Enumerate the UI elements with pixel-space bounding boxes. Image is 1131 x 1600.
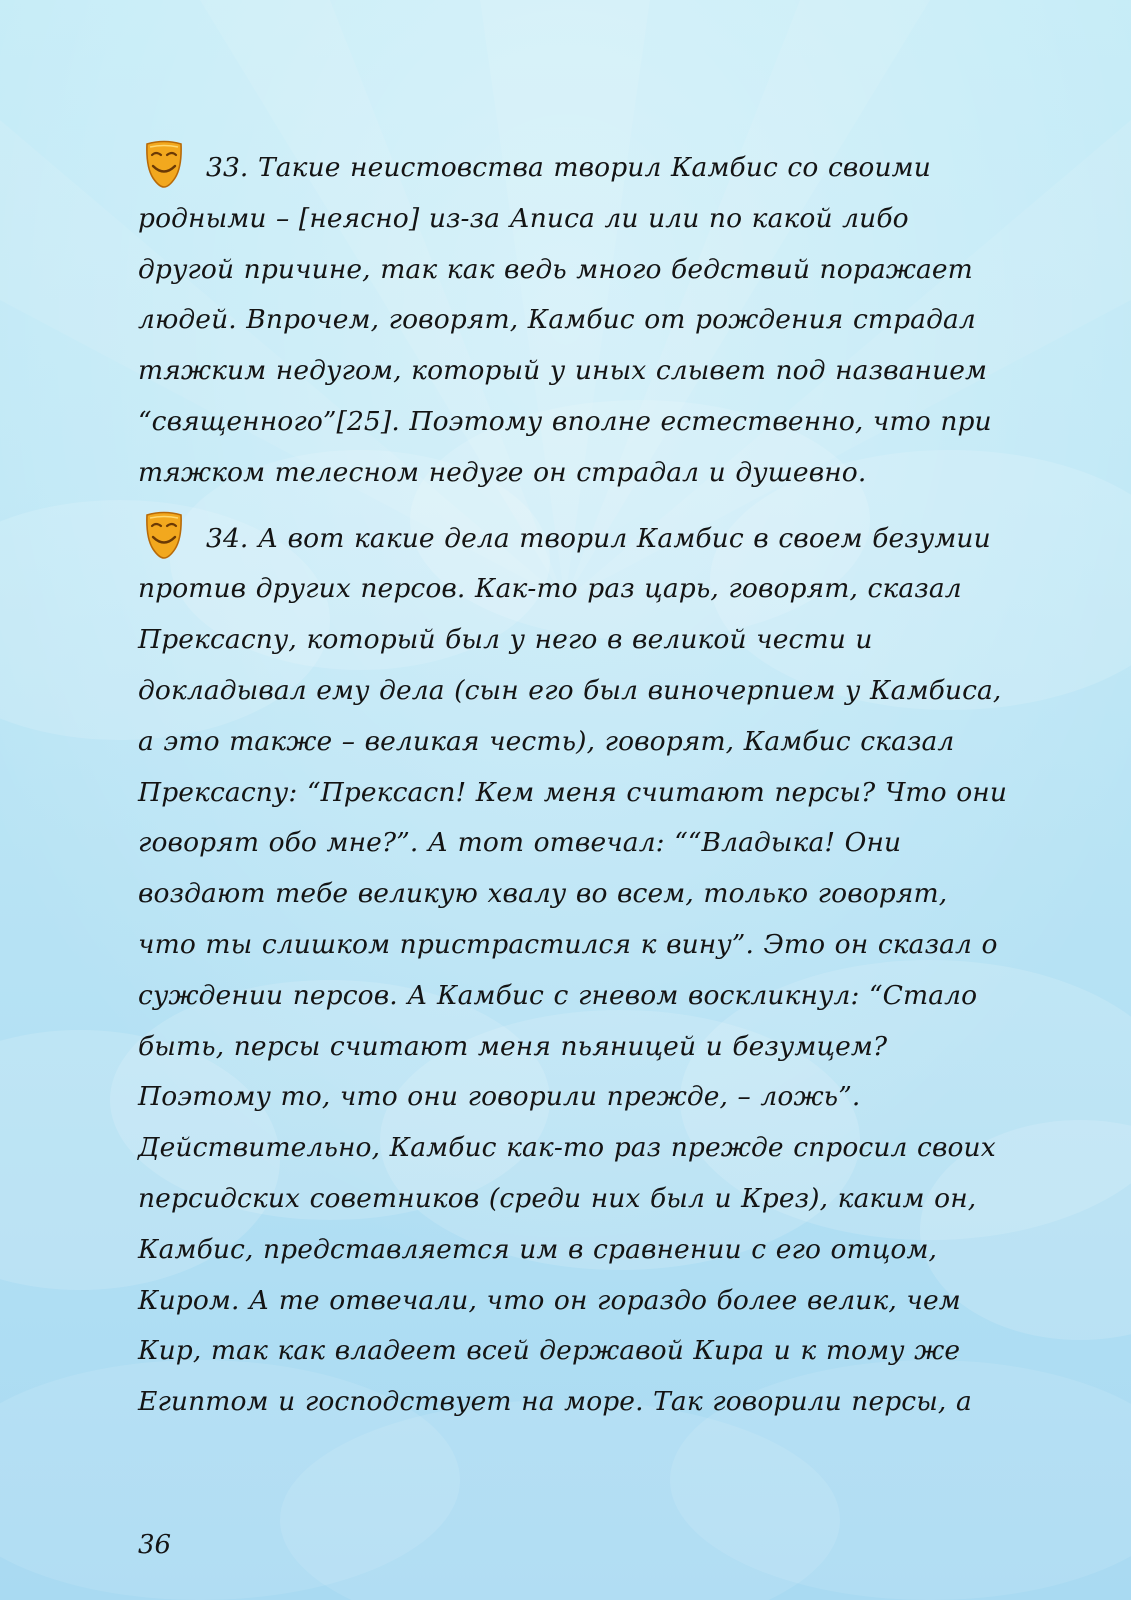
comedy-mask-icon	[144, 511, 184, 559]
page-content	[138, 140, 1008, 1428]
page-number: 36	[138, 1530, 172, 1560]
paragraph-34	[138, 511, 1008, 1428]
paragraph-text: 34. А вот какие дела творил Камбис в своем безумии против других персов. Как-то раз царь, говорят, сказал Прексаспу, который был у него в великой чести и докладывал ему дела (сын его был виночерпием у Камбиса, а это также – великая честь), говорят, Камбис сказал Прексаспу: “Прексасп! Кем меня считают персы? Что они говорят обо мне?”. А тот отвечал: ““Владыка! Они воздают тебе великую хвалу во всем, только говорят, что ты слишком пристрастился к вину”. Это он сказал о суждении персов. А Камбис с гневом воскликнул: “Стало быть, персы считают меня пьяницей и безумцем? Поэтому то, что они говорили прежде, – ложь”. Действительно, Камбис как-то раз прежде спросил своих персидских советников (среди них был и Крез), каким он, Камбис, представляется им в сравнении с его отцом, Киром. А те отвечали, что он гораздо более велик, чем Кир, так как владеет всей державой Кира и к тому же Египтом и господствует на море. Так говорили персы, а	[138, 522, 1008, 1418]
paragraph-33	[138, 140, 1008, 499]
paragraph-text: 33. Такие неистовства творил Камбис со своими родными – [неясно] из-за Аписа ли или по какой либо другой причине, так как ведь много бедствий поражает людей. Впрочем, говорят, Камбис от рождения страдал тяжким недугом, который у иных слывет под названием “священного”[25]. Поэтому вполне естественно, что при тяжком телесном недуге он страдал и душевно.	[138, 152, 992, 488]
comedy-mask-icon	[144, 140, 184, 188]
